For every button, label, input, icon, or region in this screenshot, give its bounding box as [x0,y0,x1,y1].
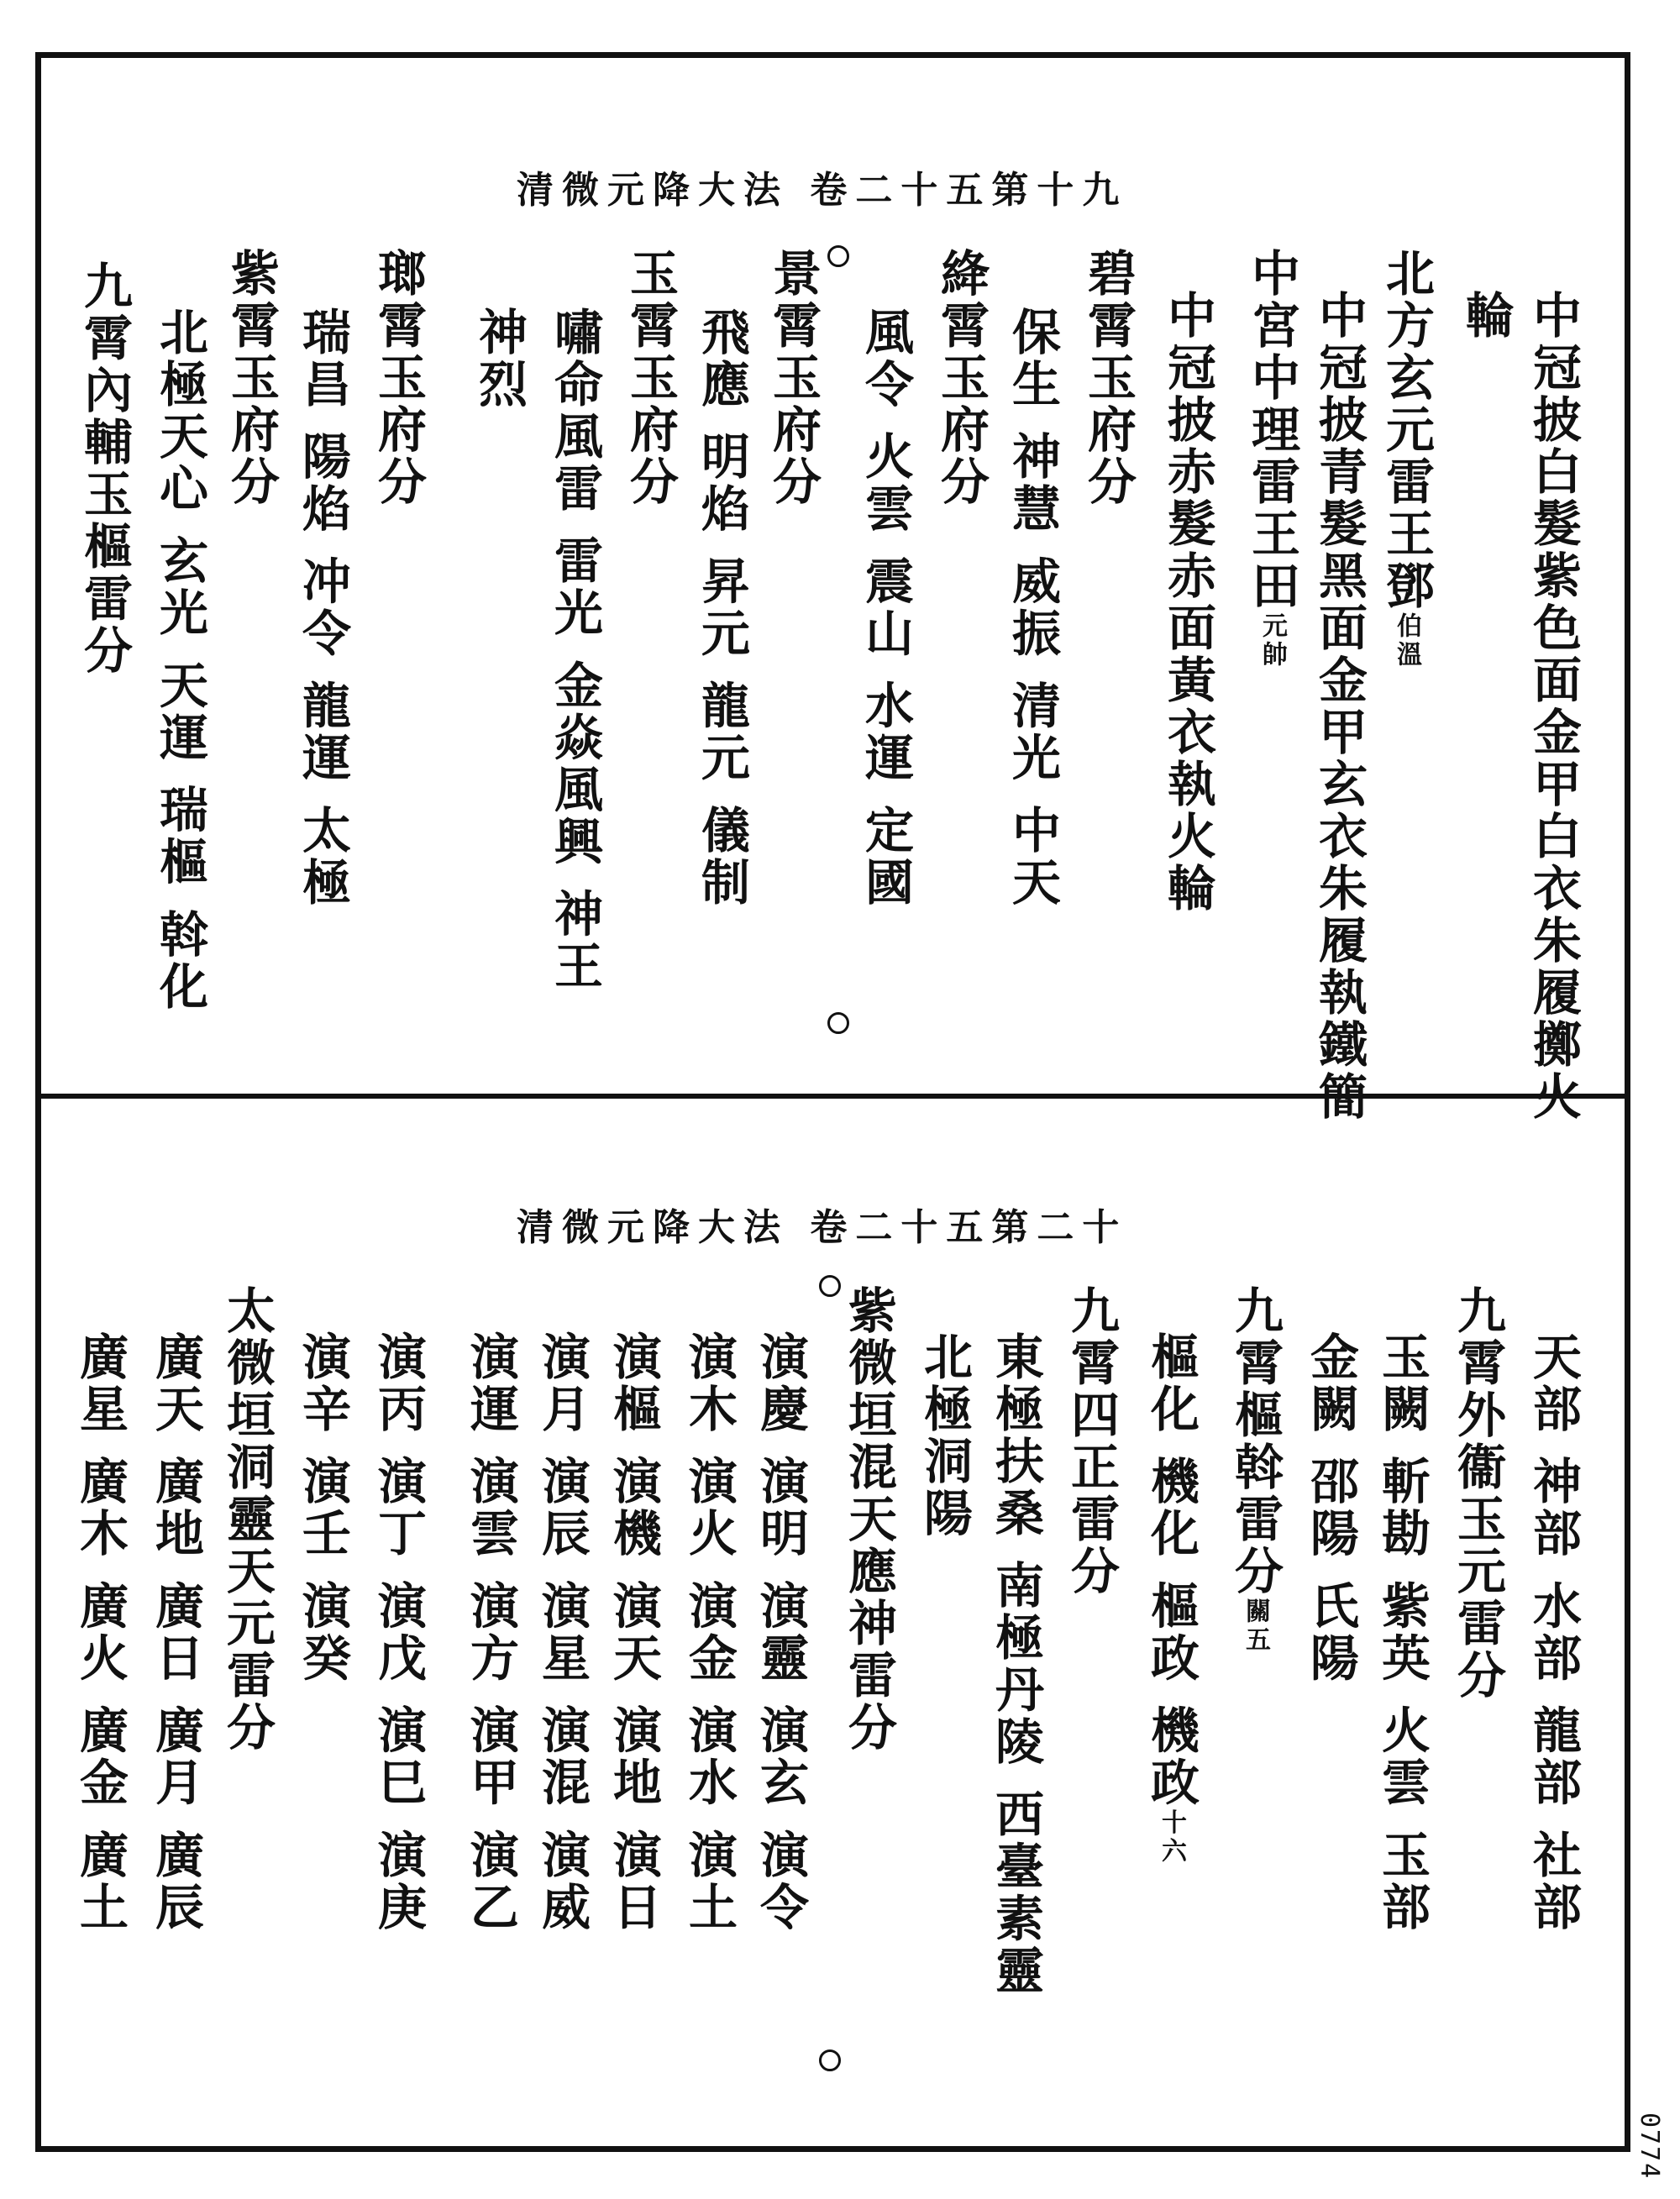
text-column: 中冠披青髮黑面金甲玄衣朱履執鐵簡 [1310,290,1368,1123]
text-column: 嘯命風雷 雷光 金焱風興 神王 [546,307,603,993]
text-column: 中冠披白髮紫色面金甲白衣朱履擲火 [1525,290,1582,1123]
text-column: 太微垣洞靈天元雷分 [218,1285,276,1754]
text-column: 北極洞陽 [916,1331,973,1540]
text-column: 演慶 演明 演靈 演玄 演令 [752,1331,809,1934]
text-column: 中冠披赤髮赤面黃衣執火輪 [1159,290,1216,915]
top-page-header: 清微元降大法 卷二十五第十九 [517,169,1128,212]
text-column: 演丙 演丁 演戊 演巳 演庚 [370,1331,427,1934]
binding-hole-mark [819,1275,841,1297]
binding-hole-mark [827,245,849,267]
text-column: 樞化 機化 樞政 機政十六 [1142,1331,1200,1866]
text-column: 廣星 廣木 廣火 廣金 廣土 [71,1331,129,1934]
text-column: 演辛 演壬 演癸 [294,1331,351,1685]
text-column: 廣天 廣地 廣日 廣月 廣辰 [147,1331,204,1934]
text-column: 天部 神部 水部 龍部 社部 [1525,1331,1582,1934]
binding-hole-mark [819,2049,841,2071]
binding-hole-mark [827,1012,849,1034]
text-column: 北方玄元雷王鄧伯溫 [1378,248,1435,669]
text-column: 玉霄玉府分 [622,248,679,508]
text-column: 北極天心 玄光 天運 瑞樞 斡化 [151,307,208,1013]
text-column: 保生 神慧 威振 清光 中天 [1004,307,1061,909]
text-column: 中宮中理雷王田元帥 [1243,248,1300,669]
text-column: 碧霄玉府分 [1079,248,1137,508]
text-column: 演月 演辰 演星 演混 演威 [533,1331,591,1934]
text-column: 演運 演雲 演方 演甲 演乙 [462,1331,519,1934]
text-column: 神烈 [470,307,528,411]
text-column: 紫微垣混天應神雷分 [840,1285,897,1754]
text-column: 輪 [1457,290,1515,342]
text-column: 紫霄玉府分 [223,248,280,508]
text-column: 風令 火雲 震山 水運 定國 [857,307,914,909]
text-column: 東極扶桑 南極丹陵 西臺素靈 [987,1331,1044,1997]
text-column: 九霄樞斡雷分關五 [1226,1285,1284,1655]
text-column: 瑞昌 陽焰 冲令 龍運 太極 [294,307,351,909]
text-column: 九霄外衞玉元雷分 [1449,1285,1506,1702]
half-page-divider [35,1094,1630,1099]
text-column: 瑯霄玉府分 [370,248,427,508]
text-column: 飛應 明焰 昇元 龍元 儀制 [693,307,750,909]
text-column: 金闕 邵陽 氏陽 [1302,1331,1359,1685]
page-number: 0774 [1635,2112,1664,2181]
text-column: 玉闕 斬勘 紫英 火雲 玉部 [1373,1331,1431,1934]
text-column: 絳霄玉府分 [932,248,990,508]
bottom-page-header: 清微元降大法 卷二十五第二十 [517,1206,1128,1249]
text-column: 九霄內輔玉樞雷分 [76,260,133,677]
text-column: 九霄四正雷分 [1063,1285,1120,1598]
text-column: 景霄玉府分 [764,248,822,508]
text-column: 演樞 演機 演天 演地 演日 [605,1331,662,1934]
text-column: 演木 演火 演金 演水 演土 [680,1331,738,1934]
